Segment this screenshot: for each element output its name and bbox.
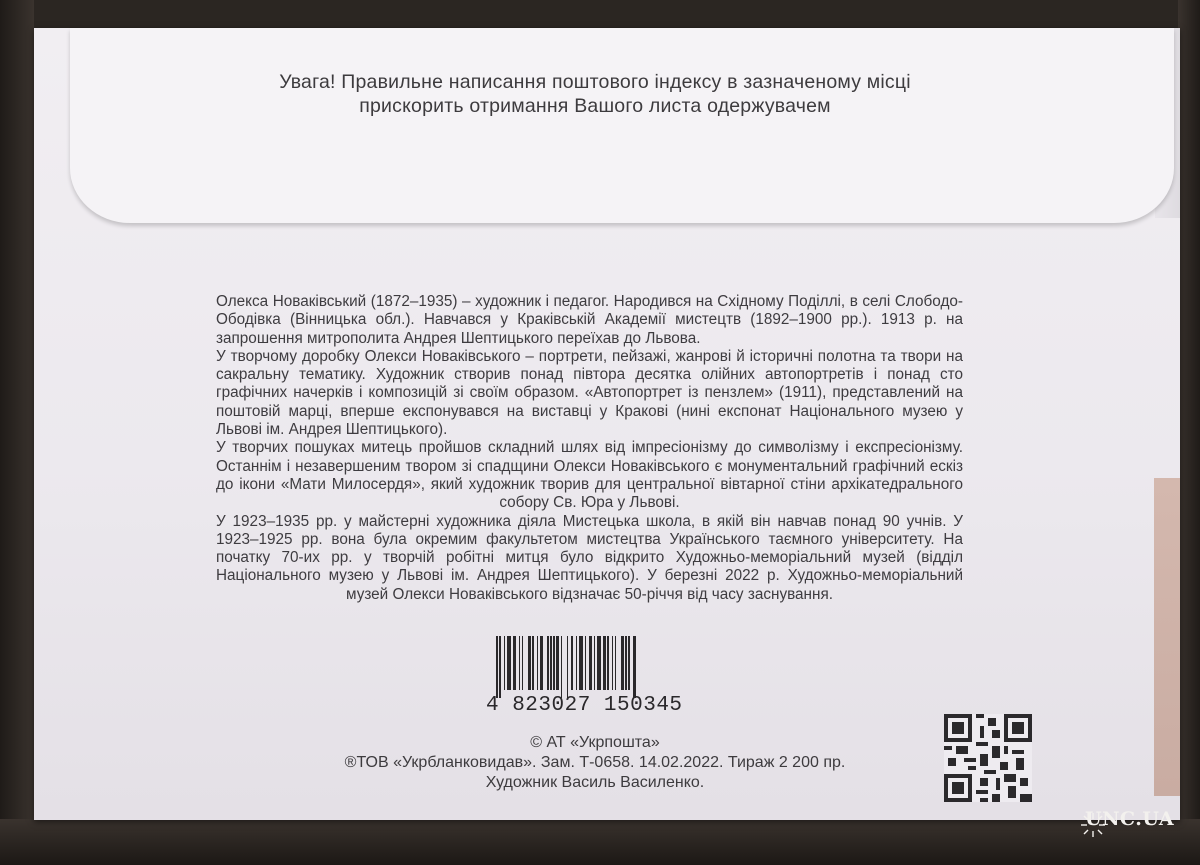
imprint-printer: ®ТОВ «Укрбланковидав». Зам. Т-0658. 14.02.2022. Тираж 2 200 пр. xyxy=(344,754,846,771)
background-bottom xyxy=(0,819,1200,865)
barcode-bar xyxy=(636,636,638,698)
postal-code-notice-line2: прискорить отримання Вашого листа одержувачем xyxy=(359,95,831,117)
envelope-flap xyxy=(70,28,1174,223)
paragraph-biography: Олекса Новаківський (1872–1935) – художник і педагог. Народився на Східному Поділлі, в селі Слободо-Ободівка (Вінницька обл.). Навчався у Краківській Академії мистецтв (1892–1900 рр.). 1913 р. на запрошення митрополита Андрея Шептицького переїхав до Львова. xyxy=(216,293,963,347)
stamp-card-edge xyxy=(1154,478,1180,796)
barcode-number: 4 823027 150345 xyxy=(486,694,683,717)
paragraph-school-museum: У 1923–1935 рр. у майстерні художника діяла Мистецька школа, в якій він навчав понад 90 учнів. У 1923–1925 рр. вона була окремим факультетом мистецтва Українського таємного університету. На початку 70-их рр. у творчій робітні митця було відкрито Художньо-меморіальний музей (відділ Національного музею у Львові ім. Андрея Шептицького). У березні 2022 р. Художньо-меморіальний музей Олекси Новаківського відзначає 50-річчя від часу заснування. xyxy=(216,512,963,603)
paragraph-works: У творчому доробку Олекси Новаківського – портрети, пейзажі, жанрові й історичні полотна та твори на сакральну тематику. Художник створив понад півтора десятка олійних автопортретів і понад сто графічних начерків і композицій зі своїм образом. «Автопортрет із пензлем» (1911), представлений на поштовій марці, вперше експонувався на виставці у Кракові (нині експонат Національного музею у Львові ім. Андрея Шептицького). xyxy=(216,347,963,439)
barcode xyxy=(486,636,698,718)
barcode-bars xyxy=(496,636,692,702)
artist-description xyxy=(216,293,963,604)
paragraph-style: У творчих пошуках митець пройшов складний шлях від імпресіонізму до символізму і експресіонізму. Останнім і незавершеним твором зі спадщини Олекси Новаківського є монументальний графічний ескіз до ікони «Мати Милосердя», який художник творив для центральної вівтарної стіни архікатедрального собору Св. Юра у Львові. xyxy=(216,439,963,512)
site-watermark: UNC.UA xyxy=(1085,808,1175,830)
background-right xyxy=(1178,0,1200,865)
imprint-artist: Художник Василь Василенко. xyxy=(485,774,705,791)
publisher-imprint xyxy=(300,733,890,793)
postal-code-notice-line1: Увага! Правильне написання поштового індексу в зазначеному місці xyxy=(279,71,911,93)
postal-code-notice xyxy=(200,70,990,118)
background-left xyxy=(0,0,34,865)
qr-code-icon xyxy=(944,714,1032,802)
imprint-copyright: © АТ «Укрпошта» xyxy=(530,734,660,751)
